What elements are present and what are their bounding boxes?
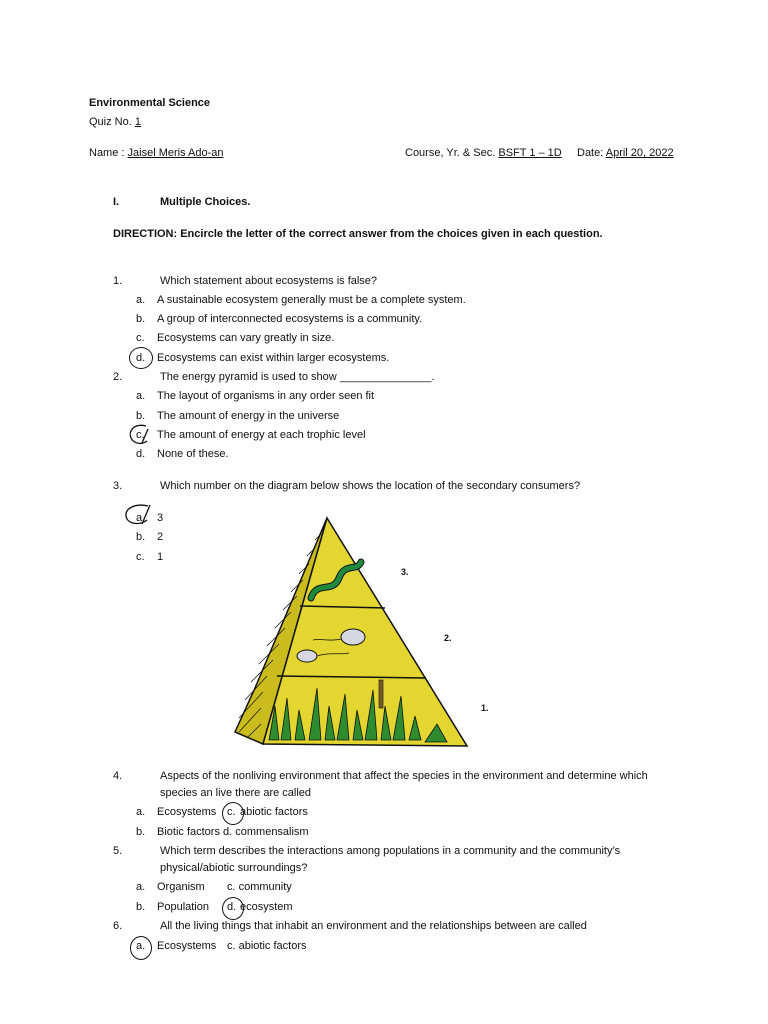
quiz-number: 1 bbox=[134, 116, 141, 128]
choice-text: Ecosystems can exist within larger ecosystems. bbox=[157, 352, 390, 364]
choice-letter: d. bbox=[227, 901, 237, 913]
answer-circle-q3 bbox=[122, 502, 156, 530]
date-line bbox=[577, 147, 674, 159]
question-text: Aspects of the nonliving environment that affect the species in the environment and determine which bbox=[160, 770, 648, 782]
choice-letter: b. bbox=[136, 901, 146, 913]
choice-text: Ecosystems bbox=[157, 940, 217, 952]
level-label-3: 3. bbox=[401, 567, 409, 577]
course-value: BSFT 1 – 1D bbox=[498, 147, 562, 159]
question-text-cont: physical/abiotic surroundings? bbox=[160, 862, 308, 874]
choice-text: c. abiotic factors bbox=[227, 940, 307, 952]
choice-letter: d. bbox=[136, 448, 146, 460]
choice-letter: a. bbox=[136, 512, 146, 524]
question-number: 6. bbox=[113, 920, 123, 932]
choice-letter: a. bbox=[136, 881, 146, 893]
choice-letter: c. bbox=[136, 429, 145, 441]
section-numeral: I. bbox=[113, 196, 120, 208]
section-title: Multiple Choices. bbox=[160, 196, 251, 208]
choice-text: Ecosystems bbox=[157, 806, 217, 818]
subject-title: Environmental Science bbox=[89, 97, 211, 109]
mouse-large bbox=[341, 629, 365, 645]
question-text: Which number on the diagram below shows the location of the secondary consumers? bbox=[160, 480, 581, 492]
question-number: 4. bbox=[113, 770, 123, 782]
choice-text: c. community bbox=[227, 881, 292, 893]
quiz-label: Quiz No. bbox=[89, 116, 132, 128]
choice-text: A group of interconnected ecosystems is a community. bbox=[157, 313, 423, 325]
answer-circle-q4 bbox=[222, 802, 244, 825]
choice-letter: b. bbox=[136, 826, 146, 838]
choice-text: ecosystem bbox=[240, 901, 293, 913]
question-text: The energy pyramid is used to show _______________. bbox=[160, 371, 435, 383]
choice-text: Biotic factors d. commensalism bbox=[157, 826, 309, 838]
choice-letter: b. bbox=[136, 313, 146, 325]
choice-letter: c. bbox=[227, 806, 236, 818]
date-label: Date: bbox=[577, 147, 604, 159]
choice-text: 1 bbox=[157, 551, 164, 563]
choice-letter: a. bbox=[136, 390, 146, 402]
answer-circle-q5 bbox=[222, 897, 244, 920]
choice-text: 2 bbox=[157, 531, 164, 543]
choice-text: The layout of organisms in any order seen fit bbox=[157, 390, 375, 402]
choice-text: A sustainable ecosystem generally must be a complete system. bbox=[157, 294, 466, 306]
question-number: 3. bbox=[113, 480, 123, 492]
question-text-cont: species an live there are called bbox=[160, 787, 312, 799]
choice-text: The amount of energy at each trophic level bbox=[157, 429, 366, 441]
energy-pyramid-diagram bbox=[225, 510, 505, 760]
name-value: Jaisel Meris Ado-an bbox=[127, 147, 224, 159]
question-text: All the living things that inhabit an environment and the relationships between are called bbox=[160, 920, 587, 932]
choice-letter: c. bbox=[136, 551, 145, 563]
choice-letter: c. bbox=[136, 332, 145, 344]
answer-circle-q1 bbox=[129, 347, 153, 369]
question-number: 5. bbox=[113, 845, 123, 857]
mouse-small bbox=[297, 650, 317, 662]
level-label-1: 1. bbox=[481, 703, 489, 713]
choice-letter: b. bbox=[136, 410, 146, 422]
choice-letter: a. bbox=[136, 806, 146, 818]
answer-circle-q6 bbox=[130, 936, 152, 960]
choice-text: Organism bbox=[157, 881, 205, 893]
question-text: Which term describes the interactions among populations in a community and the community’s bbox=[160, 845, 621, 857]
course-line bbox=[405, 147, 562, 159]
name-label: Name : bbox=[89, 147, 125, 159]
choice-letter: a. bbox=[136, 294, 146, 306]
choice-text: abiotic factors bbox=[240, 806, 308, 818]
choice-text: Population bbox=[157, 901, 209, 913]
cattail bbox=[379, 680, 383, 708]
quiz-number-line bbox=[89, 116, 141, 128]
choice-letter: b. bbox=[136, 531, 146, 543]
choice-text: None of these. bbox=[157, 448, 229, 460]
direction-text: DIRECTION: Encircle the letter of the correct answer from the choices given in each question. bbox=[113, 228, 603, 240]
choice-letter: d. bbox=[136, 352, 146, 364]
choice-text: 3 bbox=[157, 512, 164, 524]
level-label-2: 2. bbox=[444, 633, 452, 643]
answer-circle-q2 bbox=[126, 423, 156, 447]
choice-text: The amount of energy in the universe bbox=[157, 410, 340, 422]
question-number: 2. bbox=[113, 371, 123, 383]
question-text: Which statement about ecosystems is false? bbox=[160, 275, 378, 287]
name-line bbox=[89, 147, 224, 159]
choice-letter: a. bbox=[136, 940, 146, 952]
course-label: Course, Yr. & Sec. bbox=[405, 147, 496, 159]
choice-text: Ecosystems can vary greatly in size. bbox=[157, 332, 335, 344]
question-number: 1. bbox=[113, 275, 123, 287]
date-value: April 20, 2022 bbox=[605, 147, 674, 159]
